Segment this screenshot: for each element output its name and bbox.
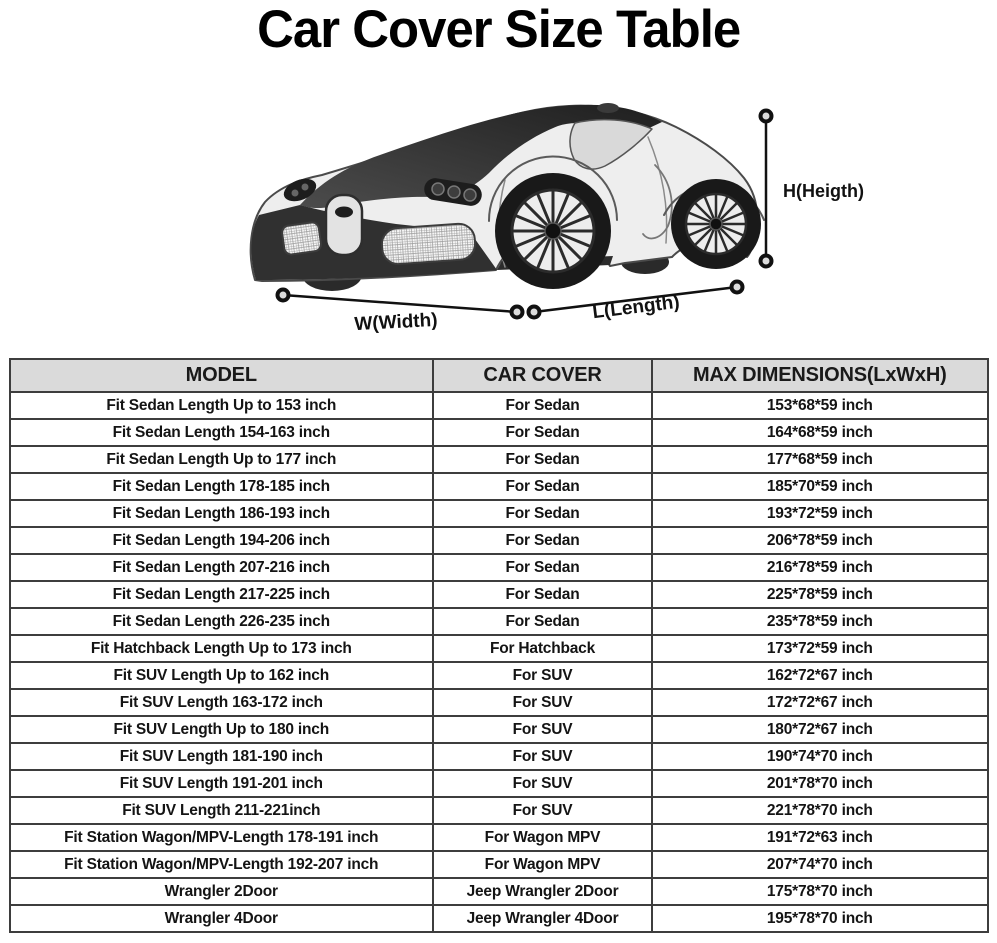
model-cell: Wrangler 2Door <box>10 878 433 905</box>
model-cell: Fit Hatchback Length Up to 173 inch <box>10 635 433 662</box>
width-label: W(Width) <box>353 309 439 336</box>
grille-badge <box>335 207 353 218</box>
table-row <box>10 500 988 527</box>
model-cell: Fit Sedan Length 186-193 inch <box>10 500 433 527</box>
table-row <box>10 770 988 797</box>
table-row <box>10 878 988 905</box>
left-mesh-grille <box>281 221 322 255</box>
model-cell: Wrangler 4Door <box>10 905 433 932</box>
mirror <box>597 103 619 113</box>
front-wheel <box>495 173 611 289</box>
model-cell: Fit Sedan Length 178-185 inch <box>10 473 433 500</box>
car-cover-cell: For Sedan <box>433 608 652 635</box>
car-illustration <box>0 85 997 350</box>
height-label: H(Heigth) <box>783 181 864 201</box>
car-cover-cell: For Hatchback <box>433 635 652 662</box>
dimensions-cell: 162*72*67 inch <box>652 662 987 689</box>
dimensions-cell: 172*72*67 inch <box>652 689 987 716</box>
table-row <box>10 743 988 770</box>
model-cell: Fit Station Wagon/MPV-Length 178-191 inch <box>10 824 433 851</box>
car-cover-cell: For SUV <box>433 662 652 689</box>
car-cover-cell: For SUV <box>433 689 652 716</box>
right-headlight-lamp <box>448 186 460 198</box>
table-row <box>10 689 988 716</box>
model-cell: Fit Sedan Length 194-206 inch <box>10 527 433 554</box>
dimensions-cell: 177*68*59 inch <box>652 446 987 473</box>
width-dimension-line <box>283 295 517 312</box>
model-cell: Fit SUV Length Up to 180 inch <box>10 716 433 743</box>
column-header-max-dimensions: MAX DIMENSIONS(LxWxH) <box>652 359 987 392</box>
model-cell: Fit Sedan Length Up to 153 inch <box>10 392 433 419</box>
car-cover-cell: For Wagon MPV <box>433 851 652 878</box>
dimensions-cell: 190*74*70 inch <box>652 743 987 770</box>
dimensions-cell: 225*78*59 inch <box>652 581 987 608</box>
size-table <box>9 358 989 933</box>
right-headlight-lamp <box>432 183 444 195</box>
length-label: L(Length) <box>591 291 681 324</box>
column-header-model: MODEL <box>10 359 433 392</box>
table-row <box>10 824 988 851</box>
car-cover-cell: For Sedan <box>433 419 652 446</box>
car-cover-cell: Jeep Wrangler 2Door <box>433 878 652 905</box>
model-cell: Fit Sedan Length 207-216 inch <box>10 554 433 581</box>
dimensions-cell: 175*78*70 inch <box>652 878 987 905</box>
table-row <box>10 581 988 608</box>
dimensions-cell: 191*72*63 inch <box>652 824 987 851</box>
dimensions-cell: 206*78*59 inch <box>652 527 987 554</box>
table-row <box>10 608 988 635</box>
model-cell: Fit Sedan Length Up to 177 inch <box>10 446 433 473</box>
dimensions-cell: 153*68*59 inch <box>652 392 987 419</box>
car-cover-cell: For SUV <box>433 716 652 743</box>
model-cell: Fit SUV Length 191-201 inch <box>10 770 433 797</box>
model-cell: Fit Station Wagon/MPV-Length 192-207 inch <box>10 851 433 878</box>
table-row <box>10 392 988 419</box>
table-row <box>10 716 988 743</box>
right-headlight-lamp <box>464 189 476 201</box>
table-row <box>10 419 988 446</box>
table-row <box>10 473 988 500</box>
main-mesh-grille <box>381 223 476 265</box>
dimensions-cell: 180*72*67 inch <box>652 716 987 743</box>
car-cover-cell: For SUV <box>433 743 652 770</box>
table-row <box>10 527 988 554</box>
car-cover-cell: For Sedan <box>433 500 652 527</box>
left-headlight-lamp <box>302 184 309 191</box>
model-cell: Fit Sedan Length 217-225 inch <box>10 581 433 608</box>
car-cover-cell: For Wagon MPV <box>433 824 652 851</box>
car-cover-cell: For Sedan <box>433 473 652 500</box>
model-cell: Fit SUV Length Up to 162 inch <box>10 662 433 689</box>
rear-wheel <box>671 179 761 269</box>
model-cell: Fit SUV Length 163-172 inch <box>10 689 433 716</box>
dimensions-cell: 193*72*59 inch <box>652 500 987 527</box>
car-cover-cell: Jeep Wrangler 4Door <box>433 905 652 932</box>
car-body-group <box>251 103 764 291</box>
center-grille-panel <box>326 195 362 255</box>
dimensions-cell: 185*70*59 inch <box>652 473 987 500</box>
model-cell: Fit Sedan Length 154-163 inch <box>10 419 433 446</box>
model-cell: Fit Sedan Length 226-235 inch <box>10 608 433 635</box>
table-body <box>10 392 988 932</box>
table-row <box>10 554 988 581</box>
car-cover-cell: For Sedan <box>433 446 652 473</box>
model-cell: Fit SUV Length 211-221inch <box>10 797 433 824</box>
table-row <box>10 446 988 473</box>
model-cell: Fit SUV Length 181-190 inch <box>10 743 433 770</box>
dimensions-cell: 195*78*70 inch <box>652 905 987 932</box>
left-headlight-lamp <box>292 190 299 197</box>
car-dimension-diagram <box>0 85 997 350</box>
dimensions-cell: 201*78*70 inch <box>652 770 987 797</box>
table-row <box>10 662 988 689</box>
car-cover-cell: For SUV <box>433 797 652 824</box>
dimensions-cell: 221*78*70 inch <box>652 797 987 824</box>
car-cover-cell: For Sedan <box>433 392 652 419</box>
dimensions-cell: 164*68*59 inch <box>652 419 987 446</box>
dimensions-cell: 235*78*59 inch <box>652 608 987 635</box>
car-cover-cell: For Sedan <box>433 554 652 581</box>
table-row <box>10 797 988 824</box>
table-row <box>10 851 988 878</box>
column-header-car-cover: CAR COVER <box>433 359 652 392</box>
car-cover-cell: For SUV <box>433 770 652 797</box>
dimensions-cell: 173*72*59 inch <box>652 635 987 662</box>
table-row <box>10 905 988 932</box>
car-cover-cell: For Sedan <box>433 527 652 554</box>
page-title: Car Cover Size Table <box>256 0 741 59</box>
header-row <box>10 359 988 392</box>
car-cover-cell: For Sedan <box>433 581 652 608</box>
dimensions-cell: 216*78*59 inch <box>652 554 987 581</box>
table-row <box>10 635 988 662</box>
dimensions-cell: 207*74*70 inch <box>652 851 987 878</box>
